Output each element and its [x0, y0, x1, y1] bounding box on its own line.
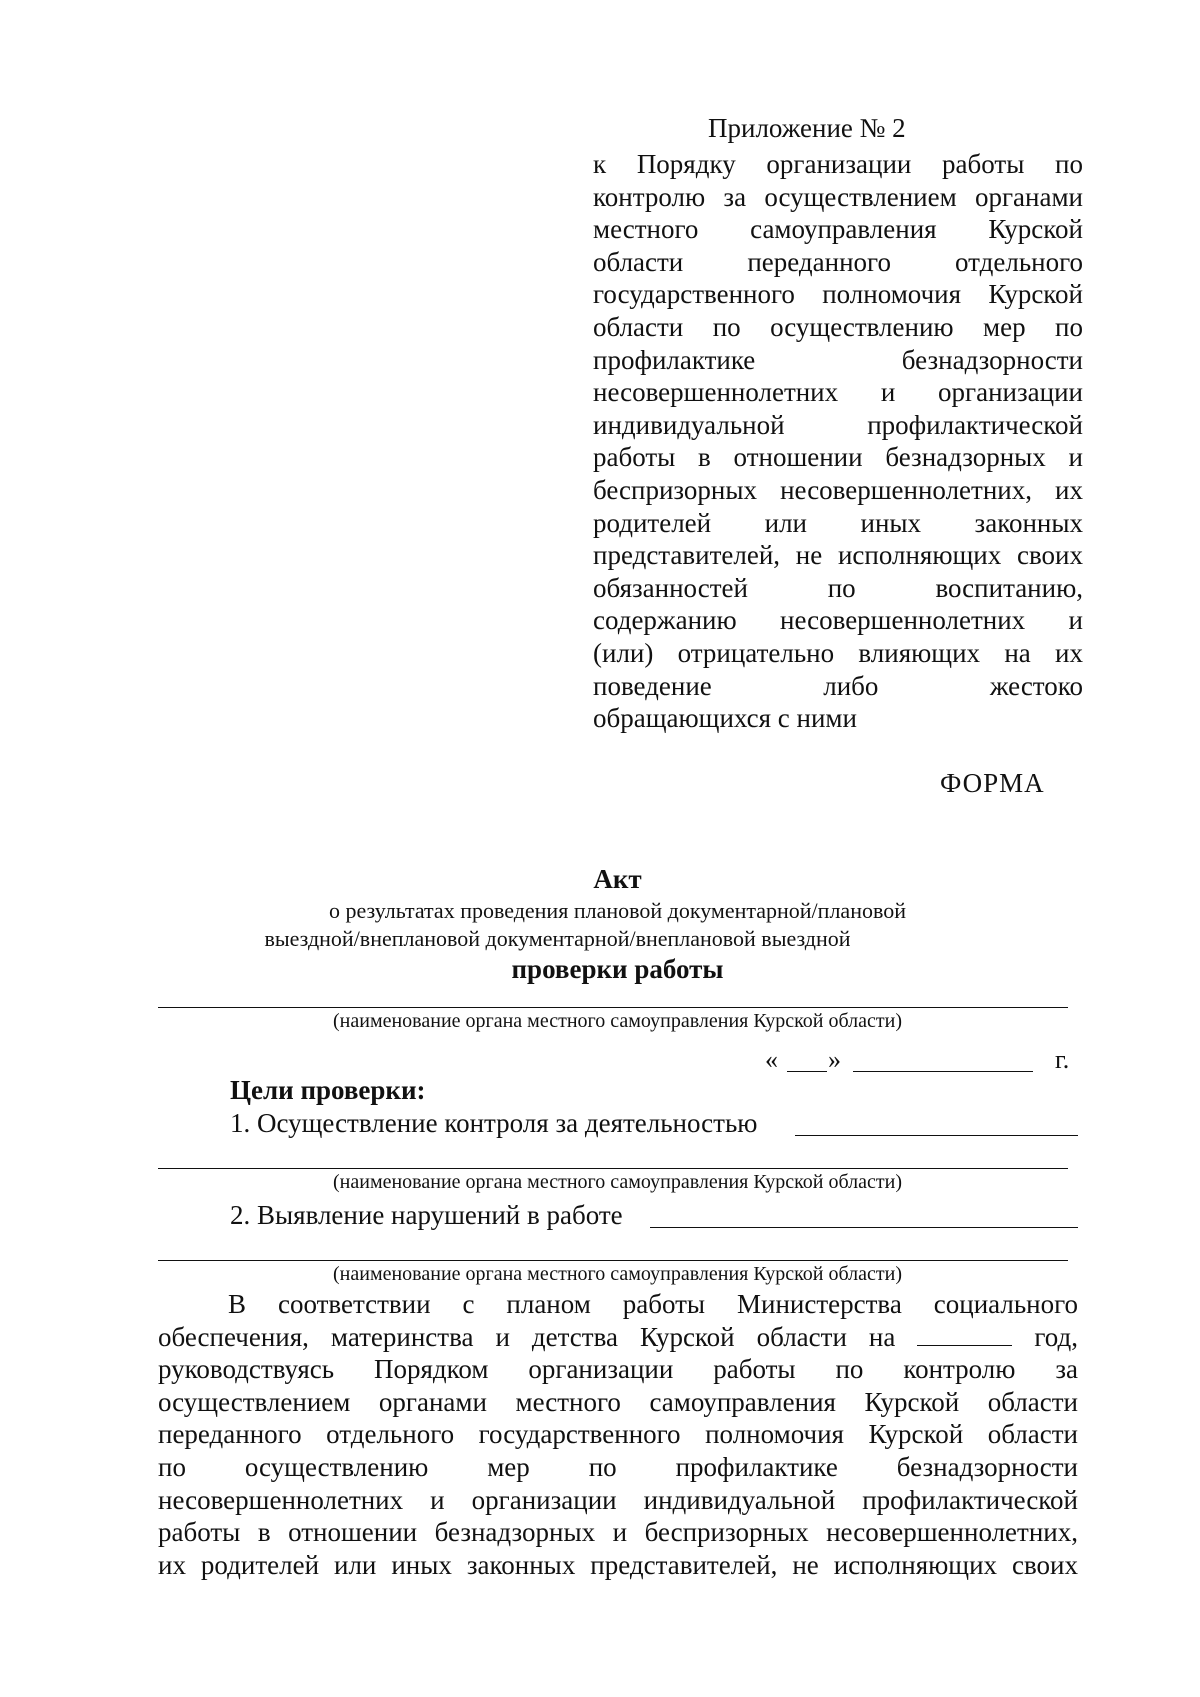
goals-heading: Цели проверки: [230, 1075, 426, 1105]
org-name-caption: (наименование органа местного самоуправления Курской области) [333, 1010, 902, 1032]
body-line: несовершеннолетних и организации индивидуальной профилактической [158, 1484, 1078, 1515]
appendix-line: родителей или иных законных [593, 507, 1083, 538]
appendix-line: области по осуществлению мер по [593, 311, 1083, 342]
appendix-line: контролю за осуществлением органами [593, 181, 1083, 212]
goal-2-caption: (наименование органа местного самоуправления Курской области) [333, 1263, 902, 1285]
body-line [158, 1321, 1078, 1354]
appendix-line: профилактике безнадзорности [593, 344, 1083, 375]
appendix-line: индивидуальной профилактической [593, 409, 1083, 440]
goal-1-field-line[interactable] [795, 1135, 1078, 1136]
body-line: работы в отношении безнадзорных и беспризорных несовершеннолетних, [158, 1517, 1078, 1548]
act-title: Акт [593, 864, 642, 894]
appendix-line: беспризорных несовершеннолетних, их [593, 474, 1083, 505]
appendix-line: содержанию несовершеннолетних и [593, 605, 1083, 636]
year-field[interactable] [917, 1325, 1012, 1346]
org-name-field-line[interactable] [158, 1007, 1068, 1008]
appendix-line: области переданного отдельного [593, 246, 1083, 277]
body-line: по осуществлению мер по профилактике безнадзорности [158, 1451, 1078, 1482]
appendix-line: к Порядку организации работы по [593, 149, 1083, 179]
date-open-quote: « [765, 1045, 778, 1074]
goal-item-1: 1. Осуществление контроля за деятельностью [230, 1108, 758, 1138]
body-line: их родителей или иных законных представителей, не исполняющих своих [158, 1549, 1078, 1580]
goal-1-org-field-line[interactable] [158, 1168, 1068, 1169]
body-line: В соответствии с планом работы Министерства социального [228, 1289, 1078, 1319]
appendix-line: государственного полномочия Курской [593, 279, 1083, 310]
goal-2-field-line[interactable] [650, 1227, 1078, 1228]
date-year-suffix: г. [1055, 1045, 1070, 1074]
body-line-text: обеспечения, материнства и детства Курской области на [158, 1321, 896, 1352]
date-month-year-field[interactable] [853, 1071, 1033, 1072]
appendix-line: обязанностей по воспитанию, [593, 572, 1083, 603]
appendix-line: несовершеннолетних и организации [593, 377, 1083, 408]
appendix-body [593, 148, 1083, 735]
goal-2-org-field-line[interactable] [158, 1260, 1068, 1261]
act-subtitle-bold: проверки работы [511, 954, 724, 984]
date-field [765, 1045, 1085, 1077]
date-day-field[interactable] [787, 1071, 827, 1072]
appendix-line: представителей, не исполняющих своих [593, 540, 1083, 571]
act-subtitle-line1: о результатах проведения плановой документарной/плановой [329, 898, 906, 923]
act-subtitle-line2: выездной/внеплановой документарной/внеплановой выездной [264, 926, 851, 951]
body-line: осуществлением органами местного самоуправления Курской области [158, 1386, 1078, 1417]
appendix-line: местного самоуправления Курской [593, 214, 1083, 245]
body-line: руководствуясь Порядком организации работы по контролю за [158, 1354, 1078, 1385]
goal-item-2: 2. Выявление нарушений в работе [230, 1200, 623, 1230]
form-label: ФОРМА [940, 768, 1045, 798]
body-paragraph [158, 1288, 1078, 1581]
appendix-line: (или) отрицательно влияющих на их [593, 637, 1083, 668]
body-line-text: год, [1034, 1321, 1078, 1352]
appendix-line: поведение либо жестоко [593, 670, 1083, 701]
body-line: переданного отдельного государственного полномочия Курской области [158, 1419, 1078, 1450]
appendix-title: Приложение № 2 [708, 113, 906, 143]
goal-1-caption: (наименование органа местного самоуправления Курской области) [333, 1171, 902, 1193]
appendix-line: обращающихся с ними [593, 703, 857, 734]
appendix-line: работы в отношении безнадзорных и [593, 442, 1083, 473]
date-close-quote: » [828, 1045, 841, 1074]
